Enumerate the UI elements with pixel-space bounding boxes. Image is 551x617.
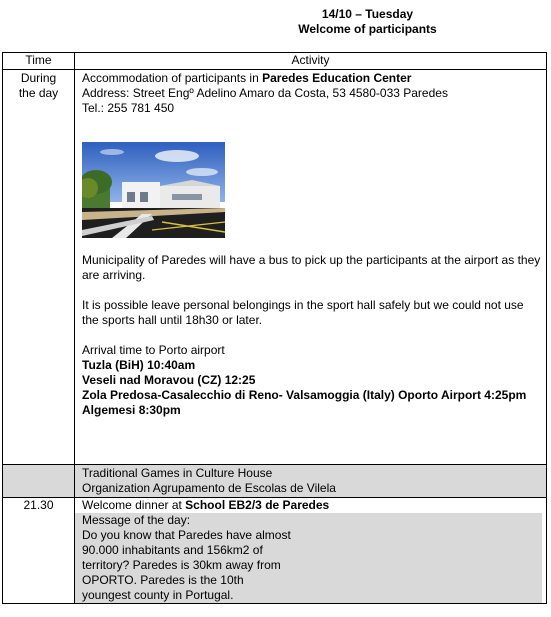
table-row [3,498,547,604]
time-line: the day [18,86,59,100]
arrival-title: Arrival time to Porto airport [82,343,225,357]
dinner-place: School EB2/3 de Paredes [185,498,330,512]
time-column-header: Time [3,53,75,70]
message-line: 90.000 inhabitants and 156km2 of [82,543,263,557]
page-date: 14/10 – Tuesday [321,7,414,21]
arrival-item: Tuzla (BiH) 10:40am [82,358,196,372]
time-line: During [20,71,57,85]
activity-cell [75,498,547,604]
message-line: territory? Paredes is 30km away from [82,558,281,572]
accommodation-line [82,71,542,86]
organization-line: Organization Agrupamento de Escolas de Vilela [82,481,336,495]
arrival-item: Zola Predosa-Casalecchio di Reno- Valsamoggia (Italy) Oporto Airport 4:25pm [82,388,527,402]
page-subtitle: Welcome of participants [298,22,437,36]
activity-column-header: Activity [75,53,547,70]
arrival-item: Algemesi 8:30pm [82,403,181,417]
activity-cell [75,70,547,465]
accommodation-place: Paredes Education Center [262,71,412,85]
accommodation-text: Accommodation of participants in [82,71,263,85]
belongings-info-text: It is possible leave personal belongings in the sport hall safely but we could not use the sports hall until 18h30 or later. [82,298,524,327]
table-row [3,465,547,498]
message-of-the-day [75,513,542,603]
dinner-text: Welcome dinner at [82,498,186,512]
activity-cell [75,465,547,498]
table-row [3,70,547,465]
header-row [3,53,547,70]
arrival-item: Veseli nad Moravou (CZ) 12:25 [82,373,256,387]
message-line: youngest county in Portugal. [82,588,234,602]
time-cell [3,465,75,498]
message-line: Message of the day: [82,513,191,527]
message-line: Do you know that Paredes have almost [82,528,291,542]
address-line: Address: Street Engº Adelino Amaro da Costa, 53 4580-033 Paredes [82,86,448,100]
games-line: Traditional Games in Culture House [82,466,273,480]
time-cell: 21.30 [3,498,75,604]
education-center-photo [82,142,225,238]
dinner-line [82,498,542,513]
message-line: OPORTO. Paredes is the 10th [82,573,244,587]
schedule-table [2,52,547,604]
time-cell [3,70,75,465]
bus-info-text: Municipality of Paredes will have a bus to pick up the participants at the airport as they are arriving. [82,253,541,282]
telephone-line: Tel.: 255 781 450 [82,101,175,115]
